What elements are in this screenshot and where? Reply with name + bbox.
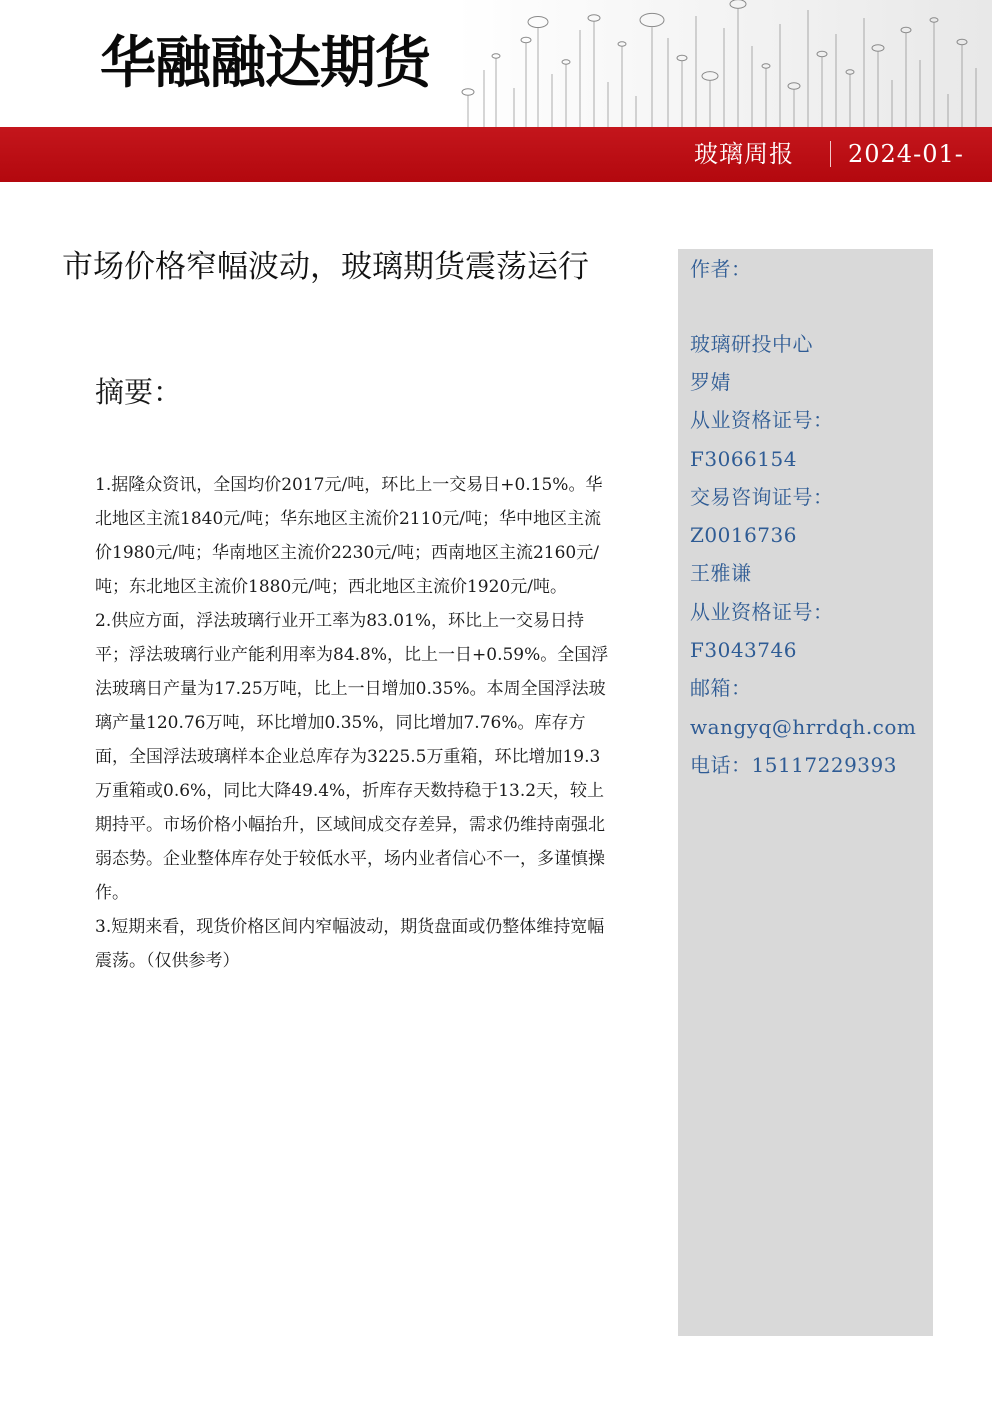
author-label: 作者：: [690, 257, 752, 281]
summary-heading: 摘要：: [95, 375, 183, 409]
department: 玻璃研投中心: [690, 332, 813, 356]
report-header: [0, 0, 992, 223]
author2-name: 王雅谦: [690, 561, 752, 585]
author1-consult: Z0016736: [690, 523, 797, 547]
brand-logo-text: 华融融达期货: [100, 31, 430, 96]
phone: 电话：15117229393: [690, 753, 897, 777]
summary-paragraph-3: 3.短期来看，现货价格区间内窄幅波动，期货盘面或仍整体维持宽幅震荡。（仅供参考）: [95, 917, 605, 971]
email-label: 邮箱：: [690, 676, 752, 700]
email-link[interactable]: wangyq@hrrdqh.com: [690, 715, 917, 739]
author2-qual: F3043746: [690, 638, 797, 662]
author1-qual: F3066154: [690, 447, 797, 471]
summary-paragraph-1: 1.据隆众资讯，全国均价2017元/吨，环比上一交易日+0.15%。华北地区主流1840元/吨；华东地区主流价2110元/吨；华中地区主流价1980元/吨；华南地区主流价2230元/吨；西南地区主流2160元/吨；东北地区主流价1880元/吨；西北地区主流价1920元/吨。: [95, 475, 603, 597]
author1-qual-label: 从业资格证号：: [690, 408, 834, 432]
author1-consult-label: 交易咨询证号：: [690, 485, 834, 509]
author1-name: 罗婧: [690, 370, 731, 394]
report-date: 2024-01-07: [848, 140, 964, 223]
summary-body: [95, 468, 615, 978]
author2-qual-label: 从业资格证号：: [690, 600, 834, 624]
summary-paragraph-2: 2.供应方面，浮法玻璃行业开工率为83.01%，环比上一交易日持平；浮法玻璃行业产能利用率为84.8%，比上一日+0.59%。全国浮法玻璃日产量为17.25万吨，比上一日增加0.35%。本周全国浮法玻璃产量120.76万吨，环比增加0.35%，同比增加7.76%。库存方面，全国浮法玻璃样本企业总库存为3225.5万重箱，环比增加19.3万重箱或0.6%，同比大降49.4%，折库存天数持稳于13.2天，较上期持平。市场价格小幅抬升，区域间成交存差异，需求仍维持南强北弱态势。企业整体库存处于较低水平，场内业者信心不一，多谨慎操作。: [95, 611, 609, 903]
report-type: 玻璃周报: [694, 140, 794, 168]
header-divider: [830, 141, 831, 167]
header-red-band: [0, 127, 992, 223]
decorative-pattern: [456, 0, 992, 128]
report-title: 市场价格窄幅波动，玻璃期货震荡运行: [62, 249, 589, 285]
